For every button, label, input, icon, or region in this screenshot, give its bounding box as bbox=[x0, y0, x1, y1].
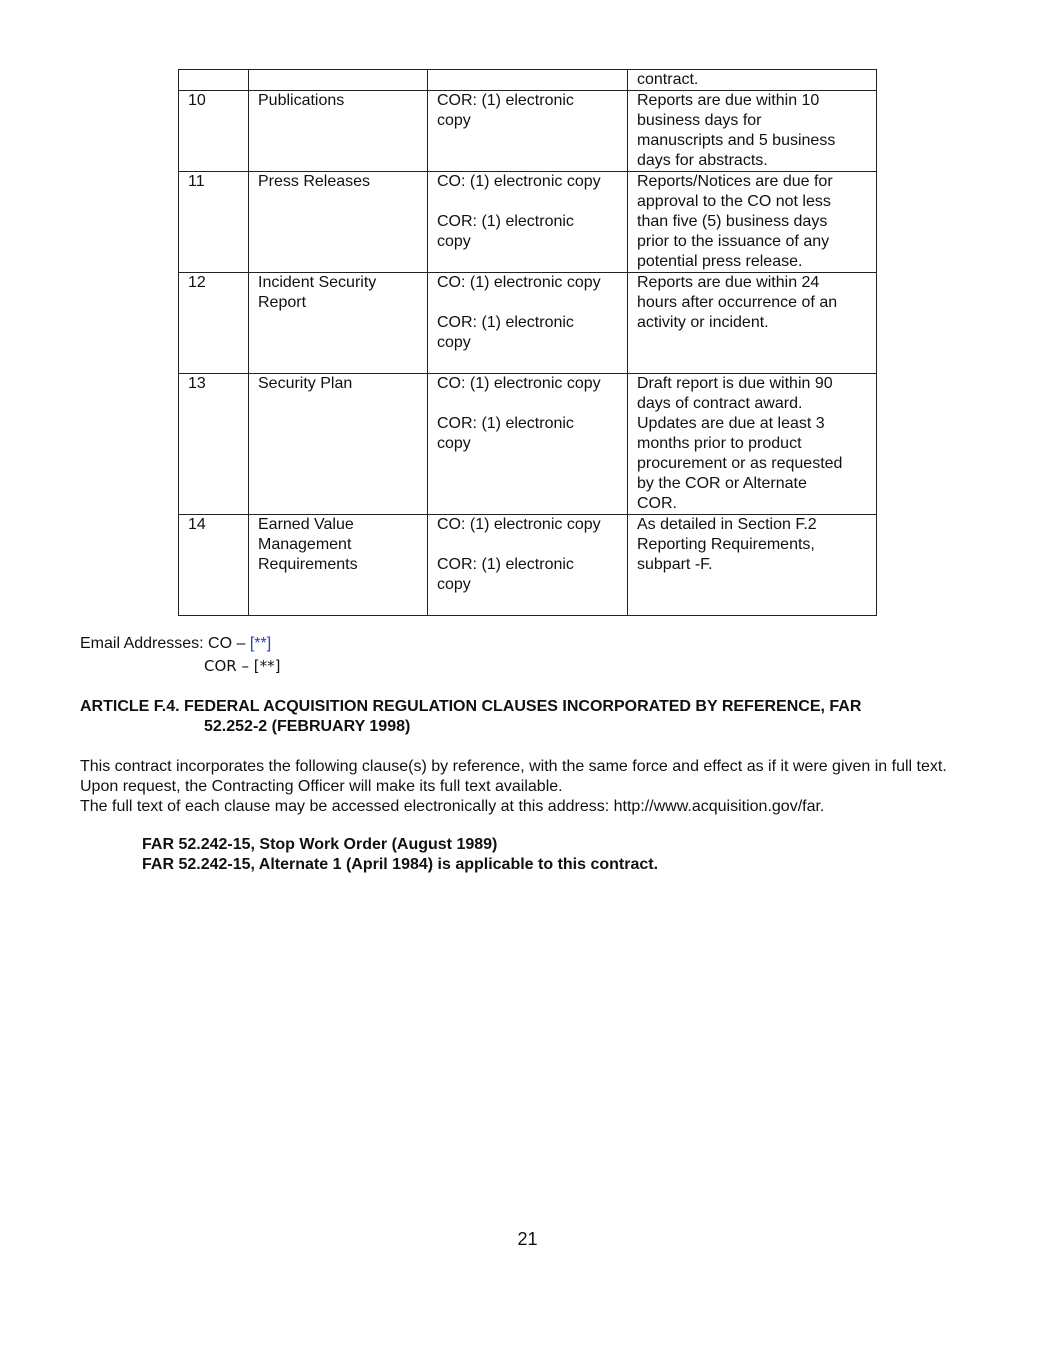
table-row bbox=[179, 273, 877, 374]
clause-list bbox=[142, 835, 658, 875]
clause-item: FAR 52.242-15, Stop Work Order (August 1989) bbox=[142, 836, 498, 853]
deliverable-due: contract. bbox=[628, 70, 877, 91]
body-text bbox=[80, 757, 980, 817]
deliverable-recipients: COR: (1) electronic copy bbox=[428, 91, 628, 172]
email-addresses-co bbox=[80, 634, 271, 654]
table-row bbox=[179, 91, 877, 172]
deliverable-item: Earned Value Management Requirements bbox=[249, 515, 428, 616]
article-heading bbox=[80, 697, 980, 737]
deliverable-item: Incident Security Report bbox=[249, 273, 428, 374]
deliverable-item: Press Releases bbox=[249, 172, 428, 273]
row-number: 14 bbox=[179, 515, 249, 616]
deliverable-recipients bbox=[428, 70, 628, 91]
table-row bbox=[179, 70, 877, 91]
table-row bbox=[179, 515, 877, 616]
deliverable-recipients: CO: (1) electronic copy COR: (1) electronic copy bbox=[428, 172, 628, 273]
row-number: 12 bbox=[179, 273, 249, 374]
row-number: 11 bbox=[179, 172, 249, 273]
table-row bbox=[179, 374, 877, 515]
deliverable-recipients: CO: (1) electronic copy COR: (1) electronic copy bbox=[428, 515, 628, 616]
table-row bbox=[179, 172, 877, 273]
deliverables-table bbox=[178, 69, 877, 616]
row-number: 10 bbox=[179, 91, 249, 172]
row-number: 13 bbox=[179, 374, 249, 515]
co-email-link[interactable]: [**] bbox=[249, 635, 272, 652]
body-paragraph-2: The full text of each clause may be accessed electronically at this address: http://www.acquisition.gov/far. bbox=[80, 798, 825, 815]
deliverable-due: Reports are due within 24 hours after occurrence of an activity or incident. bbox=[628, 273, 877, 374]
deliverable-due: Reports are due within 10 business days for manuscripts and 5 business days for abstracts. bbox=[628, 91, 877, 172]
deliverable-due: As detailed in Section F.2 Reporting Requirements, subpart -F. bbox=[628, 515, 877, 616]
article-heading-line1: ARTICLE F.4. FEDERAL ACQUISITION REGULATION CLAUSES INCORPORATED BY REFERENCE, FAR bbox=[80, 698, 862, 715]
clause-item: FAR 52.242-15, Alternate 1 (April 1984) is applicable to this contract. bbox=[142, 856, 659, 873]
deliverable-item: Publications bbox=[249, 91, 428, 172]
row-number bbox=[179, 70, 249, 91]
page-number: 21 bbox=[517, 1229, 538, 1249]
deliverable-due: Reports/Notices are due for approval to the CO not less than five (5) business days prior to the issuance of any potential press release. bbox=[628, 172, 877, 273]
email-addresses-cor: COR – [**] bbox=[204, 657, 281, 675]
deliverable-recipients: CO: (1) electronic copy COR: (1) electronic copy bbox=[428, 374, 628, 515]
email-label: Email Addresses: CO – bbox=[80, 635, 250, 652]
body-paragraph-1: This contract incorporates the following clause(s) by reference, with the same force and effect as if it were given in full text. Upon request, the Contracting Officer will make its full text available. bbox=[80, 758, 947, 795]
deliverable-item bbox=[249, 70, 428, 91]
article-heading-line2: 52.252-2 (FEBRUARY 1998) bbox=[204, 718, 411, 735]
deliverable-recipients: CO: (1) electronic copy COR: (1) electronic copy bbox=[428, 273, 628, 374]
deliverable-item: Security Plan bbox=[249, 374, 428, 515]
deliverable-due: Draft report is due within 90 days of contract award. Updates are due at least 3 months prior to product procurement or as requested by the COR or Alternate COR. bbox=[628, 374, 877, 515]
